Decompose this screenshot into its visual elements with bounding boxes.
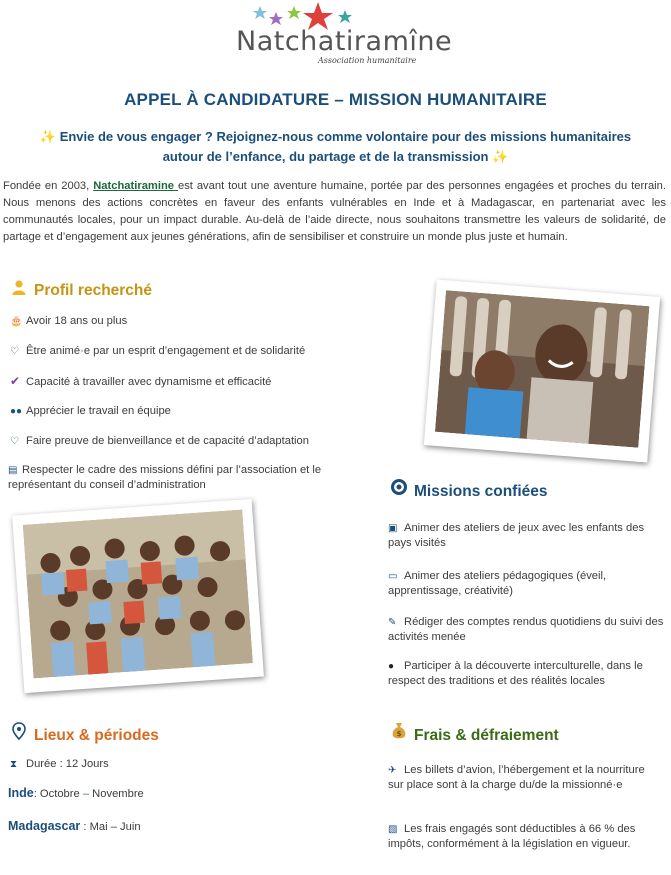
fees-item-text: Les frais engagés sont déductibles à 66 % des impôts, conformément à la législation en vigueur. <box>388 823 636 850</box>
target-icon <box>388 478 410 501</box>
location-pin-icon <box>8 722 30 745</box>
game-dice-icon: ▣ <box>388 523 398 534</box>
profile-section-title <box>8 279 152 300</box>
missions-title: Missions confiées <box>414 483 548 500</box>
mission-item <box>388 569 666 598</box>
duration <box>10 757 109 772</box>
page-title: APPEL À CANDIDATURE – MISSION HUMANITAIRE <box>124 90 547 109</box>
india-start: Octobre <box>39 788 80 800</box>
duration-text: Durée : 12 Jours <box>26 758 109 770</box>
madagascar-label: Madagascar <box>8 819 81 833</box>
hourglass-icon: ⧗ <box>10 759 18 770</box>
photo-woman-child <box>424 279 660 462</box>
about-lead: Fondée en 2003, <box>3 180 94 192</box>
mission-item-text: Rédiger des comptes rendus quotidiens du suivi des activités menée <box>388 616 664 643</box>
mission-item <box>388 615 666 644</box>
profile-item-text: Faire preuve de bienveillance et de capacité d’adaptation <box>26 435 309 447</box>
intro-line-1: ✨ Envie de vous engager ? Rejoignez-nous comme volontaire pour des missions humanitaires <box>39 129 632 144</box>
mission-item <box>388 659 658 688</box>
profile-item-text: Être animé·e par un esprit d’engagement et de solidarité <box>26 345 306 357</box>
mission-item-text: Participer à la découverte interculturelle, dans le respect des traditions et des réalités locales <box>388 660 643 687</box>
logo-title: Natchatiramîne <box>236 26 453 57</box>
globe-icon: ● <box>388 661 395 672</box>
mission-item-text: Animer des ateliers de jeux avec les enfants des pays visités <box>388 522 645 549</box>
profile-item-text: Respecter le cadre des missions défini par l’association et le représentant du conseil d’administration <box>8 464 322 491</box>
places-title: Lieux & périodes <box>34 727 159 744</box>
heart-icon: ♡ <box>10 436 19 447</box>
about-paragraph <box>3 178 666 246</box>
memo-icon: ✎ <box>388 617 397 628</box>
mission-item-text: Animer des ateliers pédagogiques (éveil, apprentissage, créativité) <box>388 570 607 597</box>
profile-item-text: Avoir 18 ans ou plus <box>26 315 128 327</box>
logo-subtitle: Association humanitaire <box>318 56 417 65</box>
profile-title: Profil recherché <box>34 282 153 299</box>
checkmark-icon: ✔ <box>10 374 21 388</box>
profile-item-text: Apprécier le travail en équipe <box>26 405 171 417</box>
airplane-icon: ✈ <box>388 765 397 776</box>
profile-item-text: Capacité à travailler avec dynamisme et efficacité <box>26 376 272 388</box>
photo-children-group-image <box>23 510 253 679</box>
clipboard-icon: ▤ <box>8 465 18 476</box>
profile-item <box>10 314 127 329</box>
photo-woman-child-image <box>435 290 650 448</box>
team-icon: ●● <box>10 406 23 417</box>
mission-item <box>388 521 666 550</box>
receipt-icon: ▧ <box>388 824 398 835</box>
fees-item <box>388 763 658 792</box>
profile-item <box>10 434 309 449</box>
india-period <box>8 786 144 800</box>
about-text: est avant tout une aventure humaine, portée par des personnes engagées et proches du terrain. Nous menons des actions concrètes en faveur des enfants vulnérables en Inde et à Madagascar, en partenariat avec les communautés locales, pour un impact durable. Au-delà de l’aide directe, nous souhaitons transmettre les valeurs de solidarité, de partage et d’engagement aux jeunes générations, afin de sensibiliser et construire un monde plus juste et humain. <box>3 180 666 243</box>
india-dash: – <box>79 788 93 800</box>
madagascar-period <box>8 819 141 833</box>
photo-children-group <box>12 499 264 693</box>
places-section-title <box>8 722 159 745</box>
india-sep: : <box>33 788 40 800</box>
profile-item <box>8 463 380 492</box>
profile-item <box>10 404 171 419</box>
profile-item <box>10 344 305 359</box>
svg-text:$: $ <box>396 730 402 738</box>
person-icon <box>8 279 30 300</box>
missions-section-title <box>388 478 548 501</box>
fees-title: Frais & défraiement <box>414 727 559 744</box>
money-bag-icon <box>388 722 410 745</box>
fees-item-text: Les billets d’avion, l’hébergement et la nourriture sur place sont à la charge du/de la missionné·e <box>388 764 645 791</box>
heart-hand-icon: ♡ <box>10 346 19 357</box>
india-label: Inde <box>8 786 34 800</box>
fees-item <box>388 822 658 851</box>
profile-item <box>10 374 271 389</box>
madagascar-value: : Mai – Juin <box>80 821 141 833</box>
intro-text <box>0 127 671 167</box>
book-icon: ▭ <box>388 571 398 582</box>
intro-line-2: autour de l’enfance, du partage et de la transmission ✨ <box>162 149 509 164</box>
fees-section-title <box>388 722 559 745</box>
india-end: Novembre <box>92 788 144 800</box>
cake-icon: 🎂 <box>10 316 23 327</box>
association-link[interactable]: Natchatiramine <box>93 180 178 192</box>
